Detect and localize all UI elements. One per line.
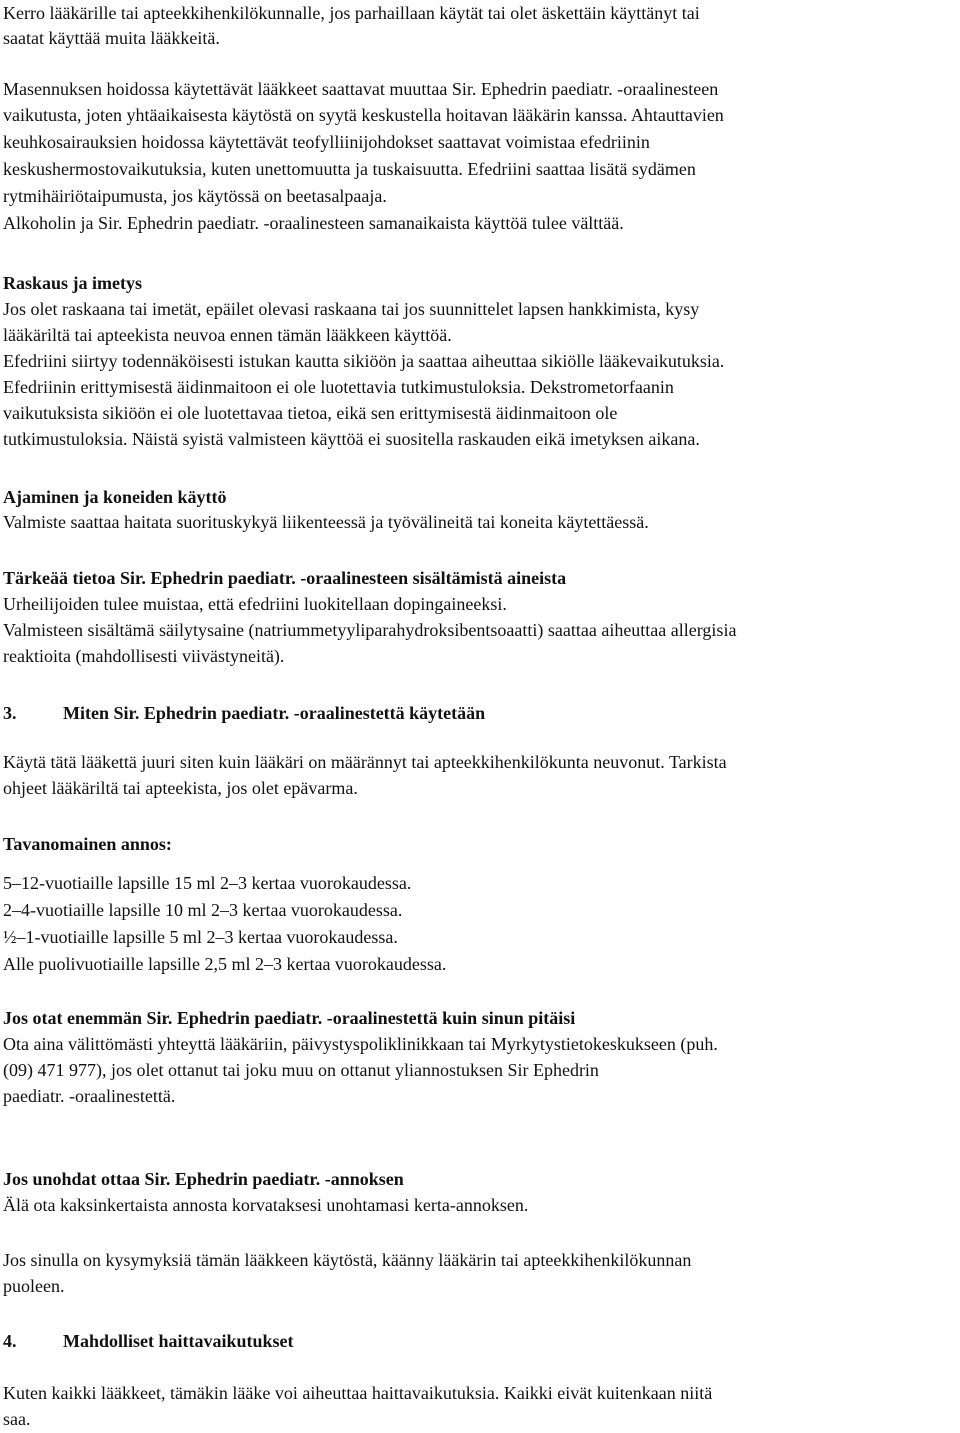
interactions-line: keuhkosairauksien hoidossa käytettävät teofylliinijohdokset saattavat voimistaa efedriinin <box>3 132 650 152</box>
overdose-heading: Jos otat enemmän Sir. Ephedrin paediatr. -oraalinestettä kuin sinun pitäisi <box>3 1008 576 1028</box>
interactions-line: Alkoholin ja Sir. Ephedrin paediatr. -oraalinesteen samanaikaista käyttöä tulee välttää. <box>3 213 624 233</box>
section-4-title: Mahdolliset haittavaikutukset <box>63 1331 294 1351</box>
questions-line: Jos sinulla on kysymyksiä tämän lääkkeen käytöstä, käänny lääkärin tai apteekkihenkilökunnan <box>3 1250 692 1270</box>
driving-heading: Ajaminen ja koneiden käyttö <box>3 487 227 507</box>
section-3-line: Käytä tätä lääkettä juuri siten kuin lääkäri on määrännyt tai apteekkihenkilökunta neuvonut. Tarkista <box>3 752 727 772</box>
important-line: reaktioita (mahdollisesti viivästyneitä). <box>3 646 285 666</box>
section-3-line: ohjeet lääkäriltä tai apteekista, jos olet epävarma. <box>3 778 358 798</box>
dose-line: 5–12-vuotiaille lapsille 15 ml 2–3 kertaa vuorokaudessa. <box>3 873 412 893</box>
important-heading: Tärkeää tietoa Sir. Ephedrin paediatr. -oraalinesteen sisältämistä aineista <box>3 568 567 588</box>
section-3-number: 3. <box>3 703 17 723</box>
dose-line: ½–1-vuotiaille lapsille 5 ml 2–3 kertaa vuorokaudessa. <box>3 927 398 947</box>
section-4-heading <box>3 1328 957 1355</box>
forgot-line: Älä ota kaksinkertaista annosta korvataksesi unohtamasi kerta-annoksen. <box>3 1195 529 1215</box>
dose-heading: Tavanomainen annos: <box>3 834 172 854</box>
pregnancy-line: Efedriini siirtyy todennäköisesti istukan kautta sikiöön ja saattaa aiheuttaa sikiölle lääkevaikutuksia. <box>3 351 725 371</box>
forgot-heading: Jos unohdat ottaa Sir. Ephedrin paediatr. -annoksen <box>3 1169 404 1189</box>
questions-line: puoleen. <box>3 1276 65 1296</box>
section-4-line: saa. <box>3 1409 31 1429</box>
pregnancy-line: vaikutuksista sikiöön ei ole luotettavaa tietoa, eikä sen erittymisestä äidinmaitoon ole <box>3 403 618 423</box>
pregnancy-line: Efedriinin erittymisestä äidinmaitoon ei ole luotettavia tutkimustuloksia. Dekstrometorfaanin <box>3 377 674 397</box>
dose-line: Alle puolivuotiaille lapsille 2,5 ml 2–3 kertaa vuorokaudessa. <box>3 954 447 974</box>
dose-line: 2–4-vuotiaille lapsille 10 ml 2–3 kertaa vuorokaudessa. <box>3 900 403 920</box>
intro-line: Kerro lääkärille tai apteekkihenkilökunnalle, jos parhaillaan käytät tai olet äskettäin käyttänyt tai <box>3 3 700 23</box>
section-4-line: Kuten kaikki lääkkeet, tämäkin lääke voi aiheuttaa haittavaikutuksia. Kaikki eivät kuitenkaan niitä <box>3 1383 713 1403</box>
interactions-line: Masennuksen hoidossa käytettävät lääkkeet saattavat muuttaa Sir. Ephedrin paediatr. -oraalinesteen <box>3 79 719 99</box>
driving-line: Valmiste saattaa haitata suorituskykyä liikenteessä ja työvälineitä tai koneita käytettäessä. <box>3 512 649 532</box>
intro-line: saatat käyttää muita lääkkeitä. <box>3 28 220 48</box>
pregnancy-line: Jos olet raskaana tai imetät, epäilet olevasi raskaana tai jos suunnittelet lapsen hankkimista, kysy <box>3 299 700 319</box>
overdose-line: (09) 471 977), jos olet ottanut tai joku muu on ottanut yliannostuksen Sir Ephedrin <box>3 1060 599 1080</box>
interactions-line: rytmihäiriötaipumusta, jos käytössä on beetasalpaaja. <box>3 186 387 206</box>
important-line: Valmisteen sisältämä säilytysaine (natriummetyyliparahydroksibentsoaatti) saattaa aiheuttaa allergisia <box>3 620 737 640</box>
section-4-number: 4. <box>3 1331 17 1351</box>
interactions-line: vaikutusta, joten yhtäaikaisesta käytöstä on syytä keskustella hoitavan lääkärin kanssa. Ahtauttavien <box>3 105 724 125</box>
interactions-line: keskushermostovaikutuksia, kuten unettomuutta ja tuskaisuutta. Efedriini saattaa lisätä sydämen <box>3 159 696 179</box>
section-3-heading <box>3 700 957 727</box>
overdose-line: paediatr. -oraalinestettä. <box>3 1086 176 1106</box>
pregnancy-line: lääkäriltä tai apteekista neuvoa ennen tämän lääkkeen käyttöä. <box>3 325 452 345</box>
overdose-line: Ota aina välittömästi yhteyttä lääkäriin, päivystyspoliklinikkaan tai Myrkytystietokeskukseen (puh. <box>3 1034 718 1054</box>
pregnancy-line: tutkimustuloksia. Näistä syistä valmisteen käyttöä ei suositella raskauden eikä imetyksen aikana. <box>3 429 700 449</box>
important-line: Urheilijoiden tulee muistaa, että efedriini luokitellaan dopingaineeksi. <box>3 594 507 614</box>
pregnancy-heading: Raskaus ja imetys <box>3 273 143 293</box>
section-3-title: Miten Sir. Ephedrin paediatr. -oraalinestettä käytetään <box>63 703 486 723</box>
